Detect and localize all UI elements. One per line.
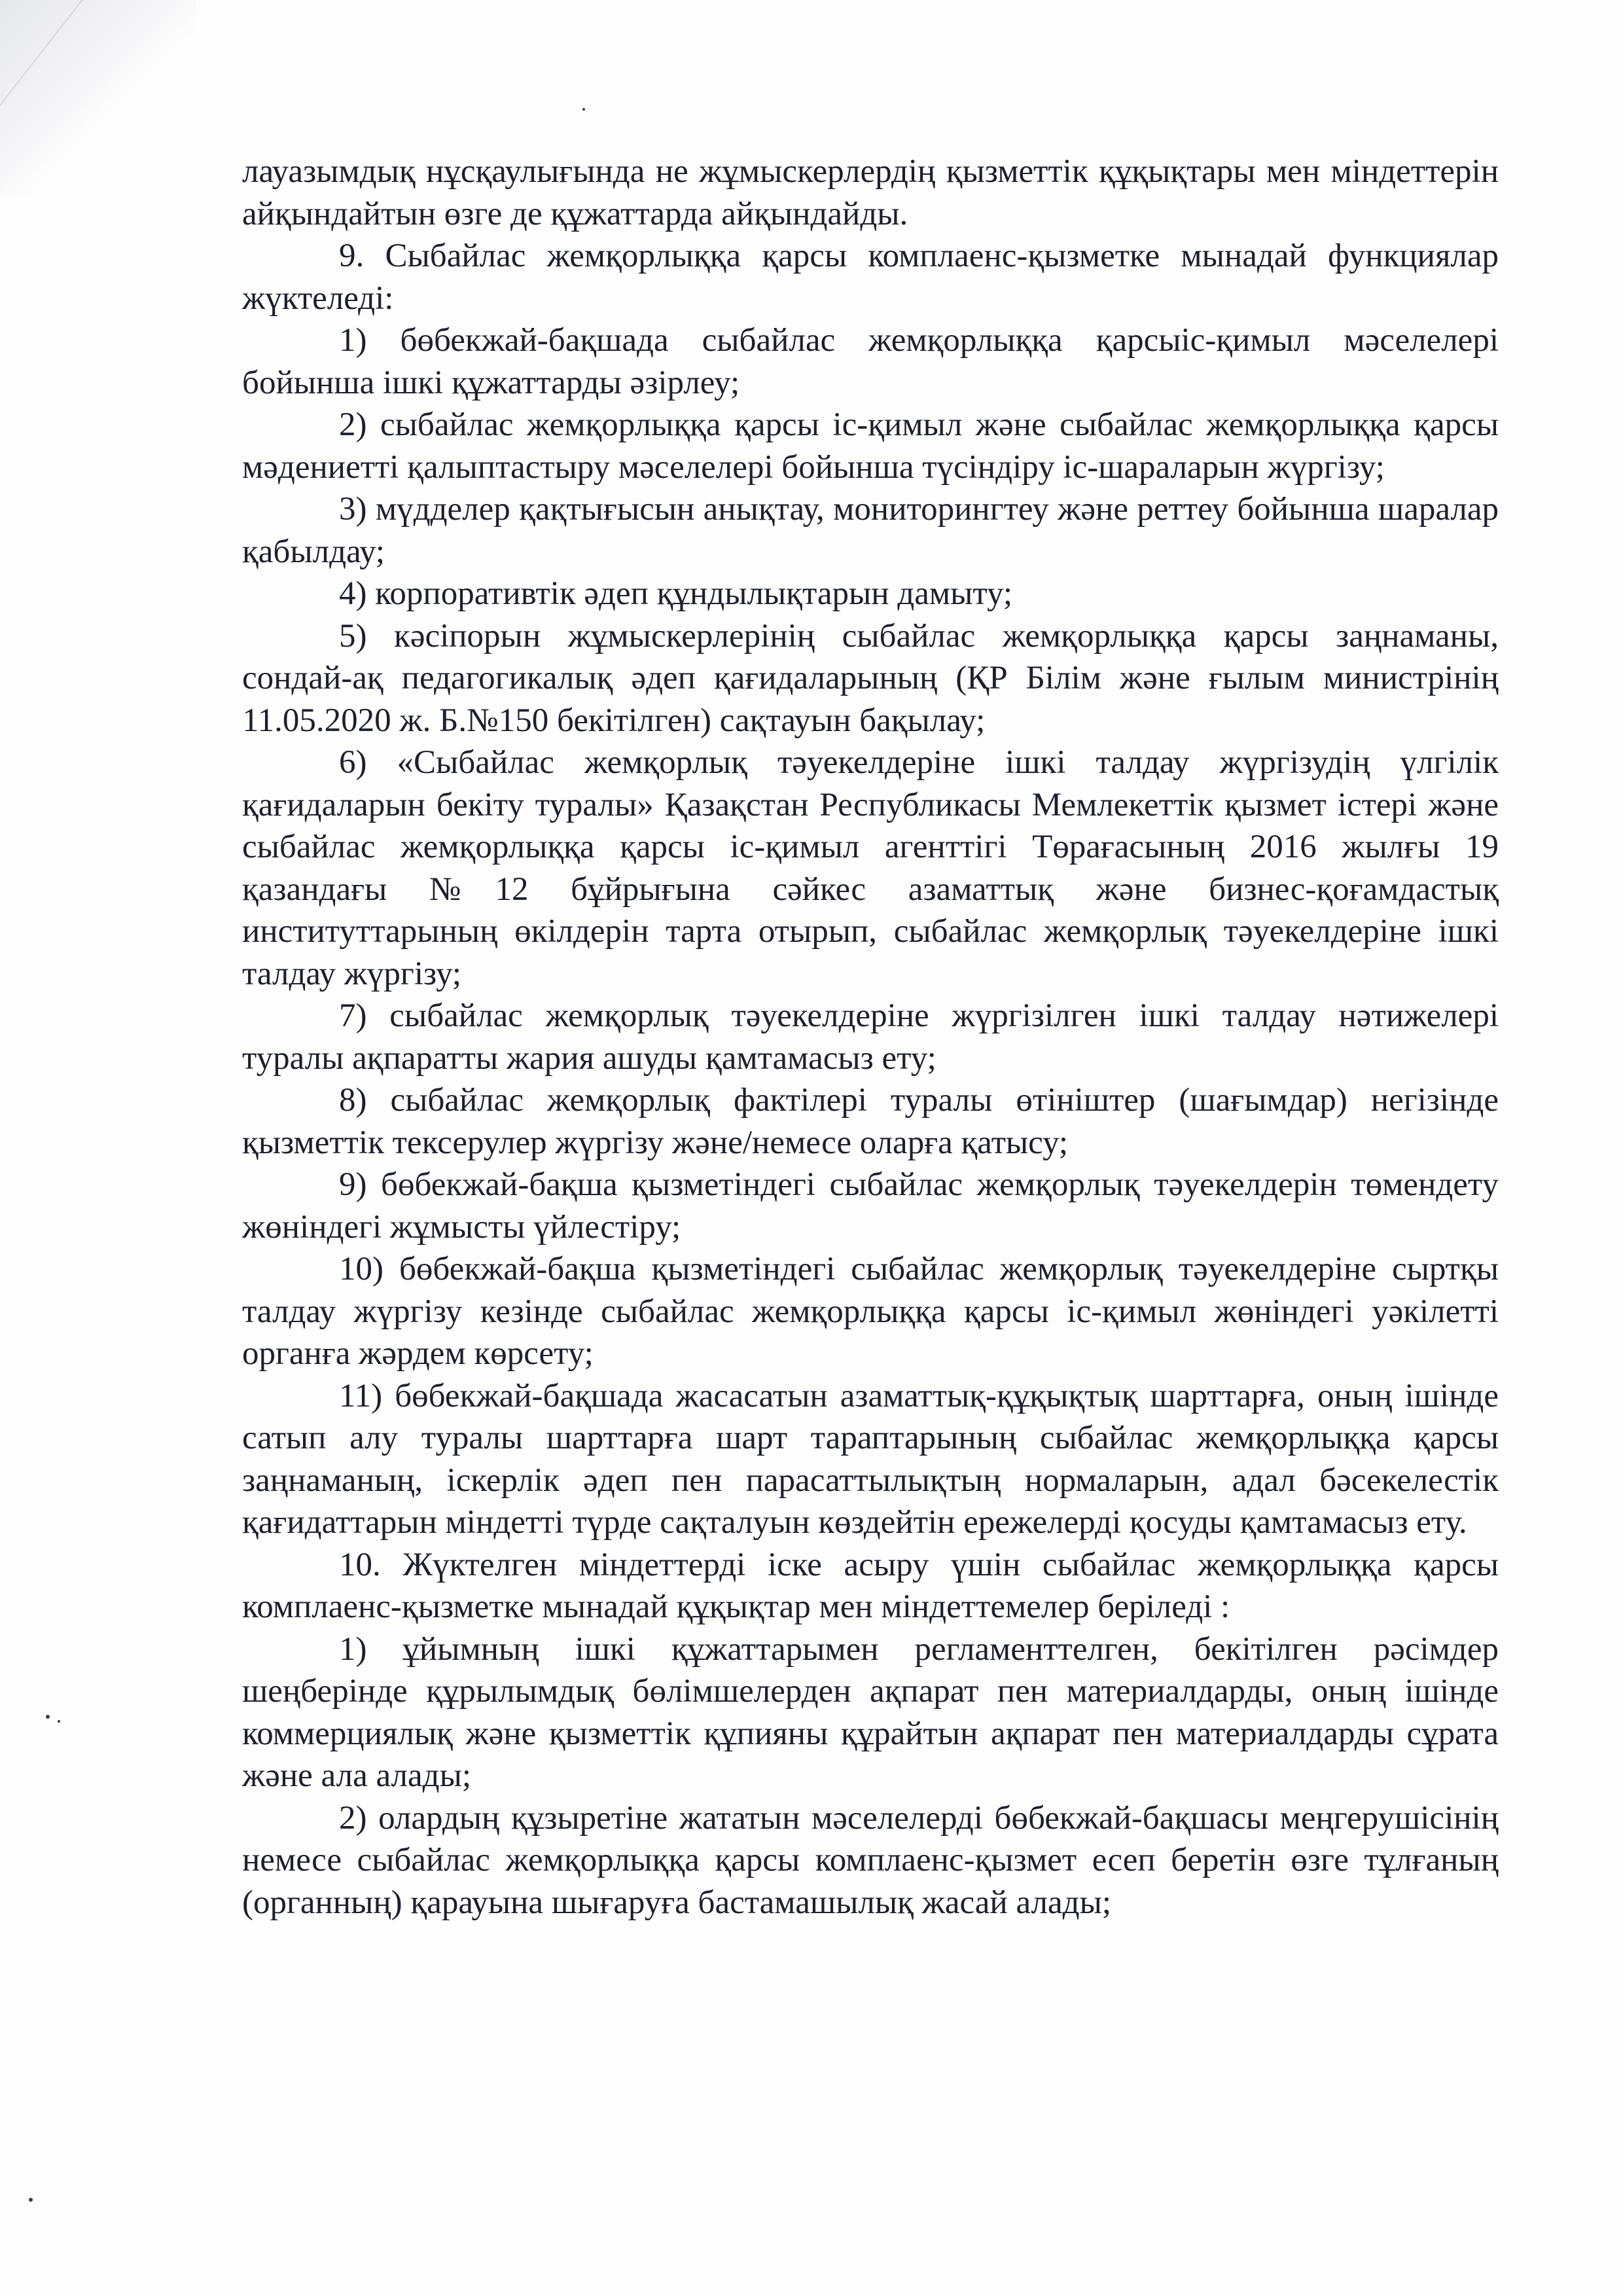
item-9-11: 11) бөбекжай-бақшада жасасатын азаматтық-құқықтық шарттарға, оның ішінде сатып алу туралы шарттарға шарт тараптарының сыбайлас жемқорлыққа қарсы заңнаманың, іскерлік әдеп пен парасаттылықтың нормаларын, адал бәсекелестік қағидаттарын міндетті түрде сақталуын көздейтін ережелерді қосуды қамтамасыз ету.: [242, 1377, 1499, 1541]
item-9-6: 6) «Сыбайлас жемқорлық тәуекелдеріне ішкі талдау жүргізудің үлгілік қағидаларын бекіту туралы» Қазақстан Республикасы Мемлекеттік қызмет істері және сыбайлас жемқорлыққа қарсы іс-қимыл агенттігі Төрағасының 2016 жылғы 19 қазандағы №12 бұйрығына сәйкес азаматтық және бизнес-қоғамдастық институттарының өкілдерін тарта отырып, сыбайлас жемқорлық тәуекелдеріне ішкі талдау жүргізу;: [242, 744, 1499, 992]
scan-speck: [46, 1715, 50, 1719]
scan-speck: [29, 2198, 33, 2202]
scan-speck: [582, 108, 585, 111]
item-9-7: 7) сыбайлас жемқорлық тәуекелдеріне жүргізілген ішкі талдау нәтижелері туралы ақпаратты жария ашуды қамтамасыз ету;: [242, 997, 1499, 1077]
item-9-3: 3) мүдделер қақтығысын анықтау, мониторингтеу және реттеу бойынша шаралар қабылдау;: [242, 491, 1499, 570]
item-9-8: 8) сыбайлас жемқорлық фактілері туралы өтініштер (шағымдар) негізінде қызметтік тексерулер жүргізу және/немесе оларға қатысу;: [242, 1082, 1499, 1161]
item-9-10: 10) бөбекжай-бақша қызметіндегі сыбайлас жемқорлық тәуекелдеріне сыртқы талдау жүргізу кезінде сыбайлас жемқорлыққа қарсы іс-қимыл жөніндегі уәкілетті органға жәрдем көрсету;: [242, 1251, 1499, 1372]
item-10-2: 2) олардың құзыретіне жататын мәселелерді бөбекжай-бақшасы меңгерушісінің немесе сыбайлас жемқорлыққа қарсы комплаенс-қызмет есеп беретін өзге тұлғаның (органның) қарауына шығаруға бастамашылық жасай алады;: [242, 1799, 1499, 1921]
item-9-9: 9) бөбекжай-бақша қызметіндегі сыбайлас жемқорлық тәуекелдерін төмендету жөніндегі жұмысты үйлестіру;: [242, 1166, 1499, 1246]
scan-speck: [58, 1720, 60, 1723]
item-9-4: 4) корпоративтік әдеп құндылықтарын дамыту;: [339, 575, 1013, 612]
paragraph-10-heading: 10. Жүктелген міндеттерді іске асыру үшін сыбайлас жемқорлыққа қарсы комплаенс-қызметке мынадай құқықтар мен міндеттемелер беріледі :: [242, 1546, 1499, 1625]
paragraph-9-heading: 9. Сыбайлас жемқорлыққа қарсы комплаенс-қызметке мынадай функциялар жүктеледі:: [242, 238, 1499, 317]
item-9-1: 1) бөбекжай-бақшада сыбайлас жемқорлыққа қарсыіс-қимыл мәселелері бойынша ішкі құжаттарды әзірлеу;: [242, 322, 1499, 401]
document-body: [242, 151, 1499, 1924]
item-9-5: 5) кәсіпорын жұмыскерлерінің сыбайлас жемқорлыққа қарсы заңнаманы, сондай-ақ педагогикалық әдеп қағидаларының (ҚР Білім және ғылым министрінің 11.05.2020 ж. Б.№150 бекітілген) сақтауын бақылау;: [242, 617, 1499, 739]
scan-shadow-corner: [0, 0, 196, 196]
item-9-2: 2) сыбайлас жемқорлыққа қарсы іс-қимыл және сыбайлас жемқорлыққа қарсы мәдениетті қалыптастыру мәселелері бойынша түсіндіру іс-шараларын жүргізу;: [242, 406, 1499, 486]
paragraph-intro-continuation: лауазымдық нұсқаулығында не жұмыскерлердің қызметтік құқықтары мен міндеттерін айқындайтын өзге де құжаттарда айқындайды.: [242, 153, 1499, 232]
item-10-1: 1) ұйымның ішкі құжаттарымен регламенттелген, бекітілген рәсімдер шеңберінде құрылымдық бөлімшелерден ақпарат пен материалдарды, оның ішінде коммерциялық және қызметтік құпияны құрайтын ақпарат пен материалдарды сұрата және ала алады;: [242, 1630, 1499, 1794]
